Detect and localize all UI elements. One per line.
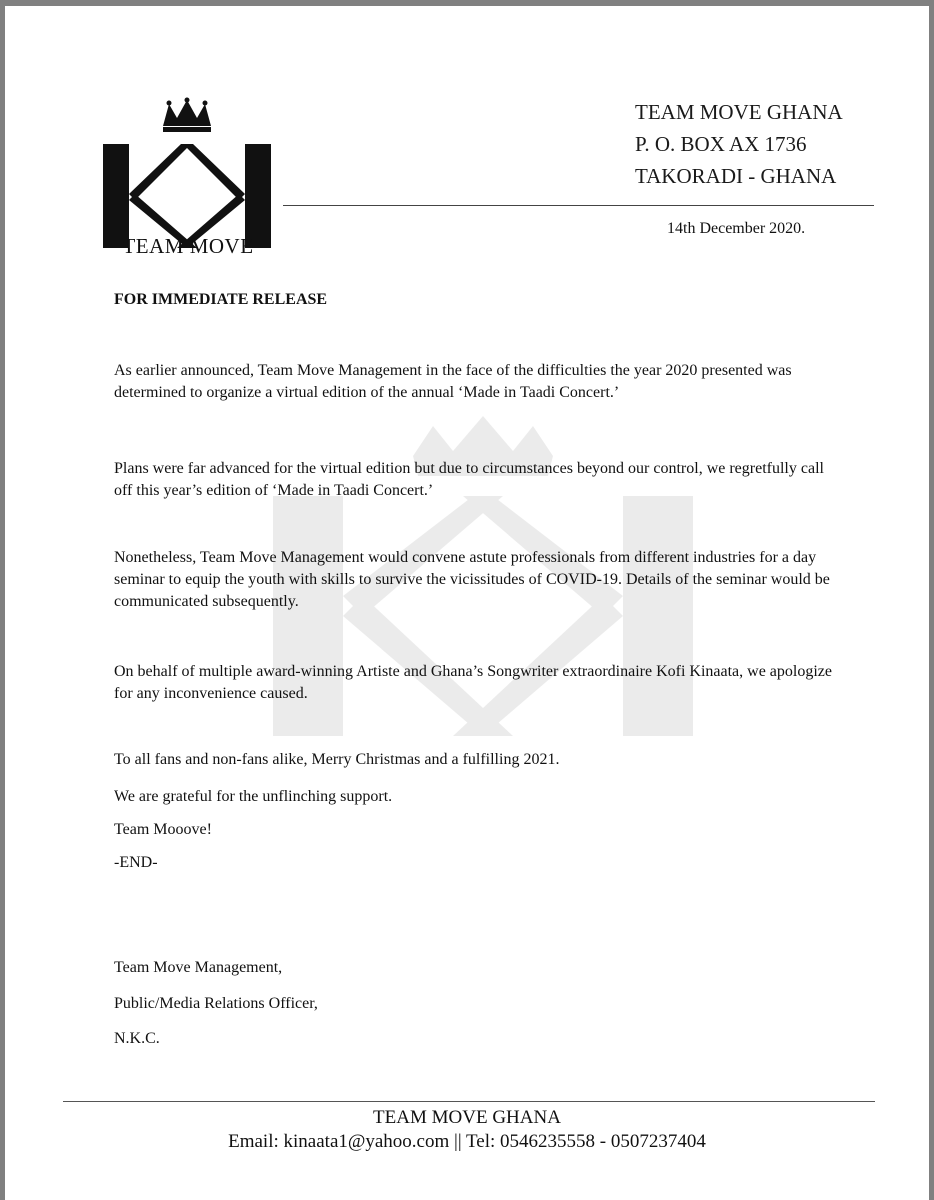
footer-divider <box>63 1101 875 1102</box>
signature-line: Public/Media Relations Officer, <box>114 995 318 1012</box>
letterhead-address <box>635 96 843 192</box>
body-paragraph: Nonetheless, Team Move Management would convene astute professionals from different industries for a day seminar to equip the youth with skills to survive the vicissitudes of COVID-19. Details of the seminar would be communicated subsequently. <box>114 549 830 610</box>
closing-line: We are grateful for the unflinching support. <box>114 788 393 805</box>
address-line: TAKORADI - GHANA <box>635 164 837 188</box>
closing-line: Team Mooove! <box>114 821 212 838</box>
footer-contact: Email: kinaata1@yahoo.com || Tel: 0546235558 - 0507237404 <box>228 1131 706 1152</box>
closing-line: To all fans and non-fans alike, Merry Christmas and a fulfilling 2021. <box>114 751 560 768</box>
body-paragraph: On behalf of multiple award-winning Artiste and Ghana’s Songwriter extraordinaire Kofi Kinaata, we apologize for any inconvenience caused. <box>114 663 832 702</box>
logo-wordmark: TEAM MOVE <box>122 234 254 258</box>
body-paragraph: As earlier announced, Team Move Management in the face of the difficulties the year 2020 presented was determined to organize a virtual edition of the annual ‘Made in Taadi Concert.’ <box>114 362 792 401</box>
address-line: P. O. BOX AX 1736 <box>635 132 807 156</box>
body-paragraph: Plans were far advanced for the virtual edition but due to circumstances beyond our control, we regretfully call off this year’s edition of ‘Made in Taadi Concert.’ <box>114 460 824 499</box>
header-divider <box>283 205 874 206</box>
end-marker: -END- <box>114 854 158 871</box>
address-line: TEAM MOVE GHANA <box>635 100 843 124</box>
signature-line: N.K.C. <box>114 1030 160 1047</box>
footer-organization: TEAM MOVE GHANA <box>373 1107 561 1128</box>
signature-line: Team Move Management, <box>114 959 283 976</box>
letter-date: 14th December 2020. <box>667 220 806 237</box>
document-page <box>5 6 929 1200</box>
release-heading: FOR IMMEDIATE RELEASE <box>114 291 328 308</box>
